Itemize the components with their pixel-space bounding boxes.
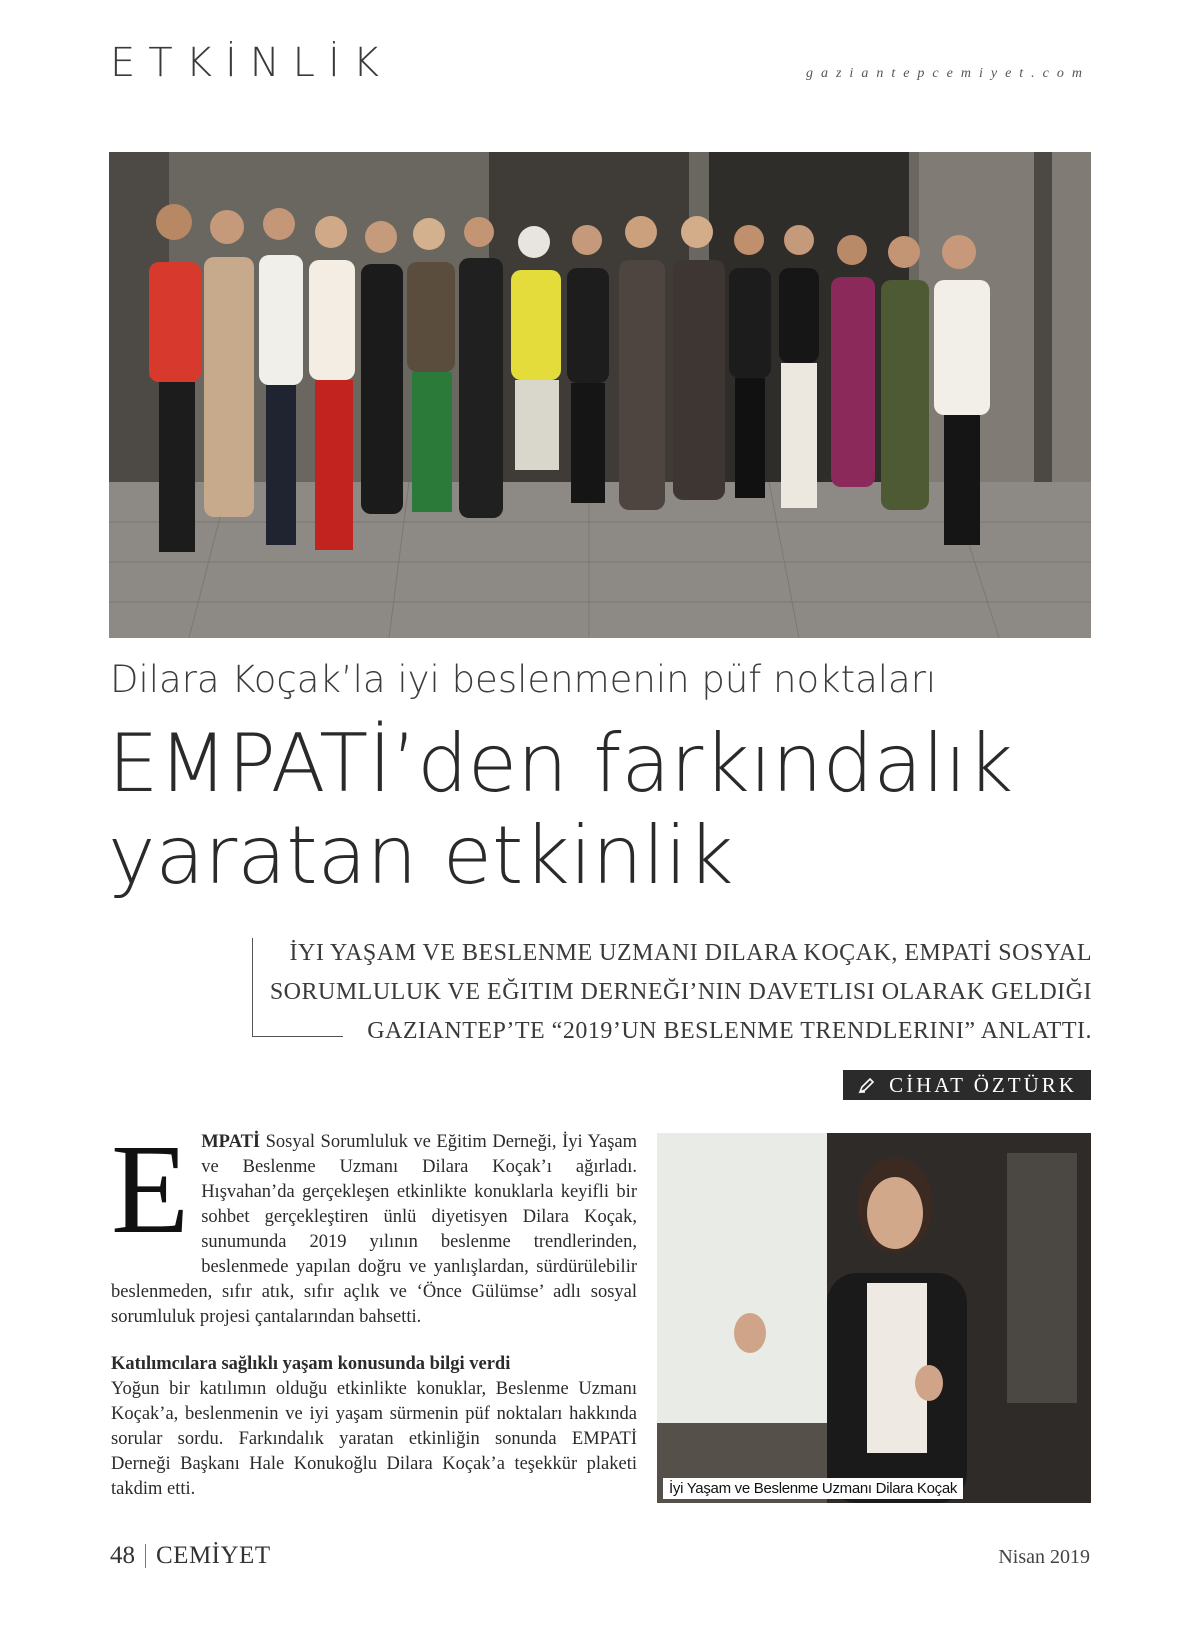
author-name: CİHAT ÖZTÜRK: [889, 1072, 1077, 1097]
paragraph-1: [111, 1118, 637, 1330]
article-body: [111, 1118, 637, 1502]
article-lead: [258, 934, 1092, 1051]
paragraph-1-text: Sosyal Sorumluluk ve Eğitim Derneği, İyi Yaşam ve Beslenme Uzmanı Dilara Koçak’ı ağırladı. Hışvahan’da gerçekleşen etkinlikte konuklarla keyifli bir sohbet gerçekleştiren ünlü diyetisyen Dilara Koçak, sunumunda 2019 yılının beslenme trendlerinden, beslenmede yapılan doğru ve yanlışlardan, sürdürülebilir beslenmeden, sıfır atık, sıfır açlık ve ‘Önce Gülümse’ adlı sosyal sorumluluk projesi çantalarından bahsetti.: [111, 1132, 637, 1327]
author-byline: [843, 1070, 1091, 1100]
footer-folio: [110, 1542, 271, 1570]
body-subhead: Katılımcılara sağlıklı yaşam konusunda bilgi verdi: [111, 1354, 511, 1374]
site-url[interactable]: gaziantepcemiyet.com: [805, 66, 1090, 81]
footer-divider: [145, 1544, 146, 1568]
speaker-photo: [657, 1133, 1091, 1503]
headline-line-2: yaratan etkinlik: [108, 809, 734, 902]
group-photo: [109, 152, 1091, 638]
lead-line-2: SORUMLULUK VE EĞITIM DERNEĞI’NIN DAVETLISI OLARAK GELDIĞI: [269, 979, 1092, 1005]
page-number: 48: [110, 1542, 135, 1569]
issue-date: Nisan 2019: [998, 1546, 1090, 1568]
speaker-photo-art: [657, 1133, 1091, 1503]
drop-cap: E: [111, 1118, 190, 1260]
photo-caption: İyi Yaşam ve Beslenme Uzmanı Dilara Koçak: [663, 1478, 963, 1499]
paragraph-1-lead-word: MPATİ: [201, 1132, 261, 1152]
section-title: ETKİNLİK: [110, 40, 392, 86]
group-photo-art: [109, 152, 1091, 638]
lead-line-3: GAZIANTEP’TE “2019’UN BESLENME TRENDLERINI” ANLATTI.: [367, 1018, 1092, 1044]
article-subtitle: Dilara Koçak’la iyi beslenmenin püf noktaları: [110, 658, 937, 701]
pen-icon: [857, 1075, 877, 1095]
paragraph-2: [111, 1352, 637, 1502]
magazine-brand: CEMİYET: [156, 1542, 271, 1569]
paragraph-2-text: Yoğun bir katılımın olduğu etkinlikte konuklar, Beslenme Uzmanı Koçak’a, beslenmenin ve iyi yaşam sürmenin püf noktaları hakkında sorular sordu. Farkındalık yaratan etkinliğin sonunda EMPATİ Derneği Başkanı Hale Konukoğlu Dilara Koçak’a teşekkür plaketi takdim etti.: [111, 1379, 637, 1499]
headline-line-1: EMPATİ’den farkındalık: [108, 717, 1014, 810]
lead-line-1: İYI YAŞAM VE BESLENME UZMANI DILARA KOÇAK, EMPATİ SOSYAL: [289, 940, 1092, 966]
article-headline: [108, 718, 1098, 902]
